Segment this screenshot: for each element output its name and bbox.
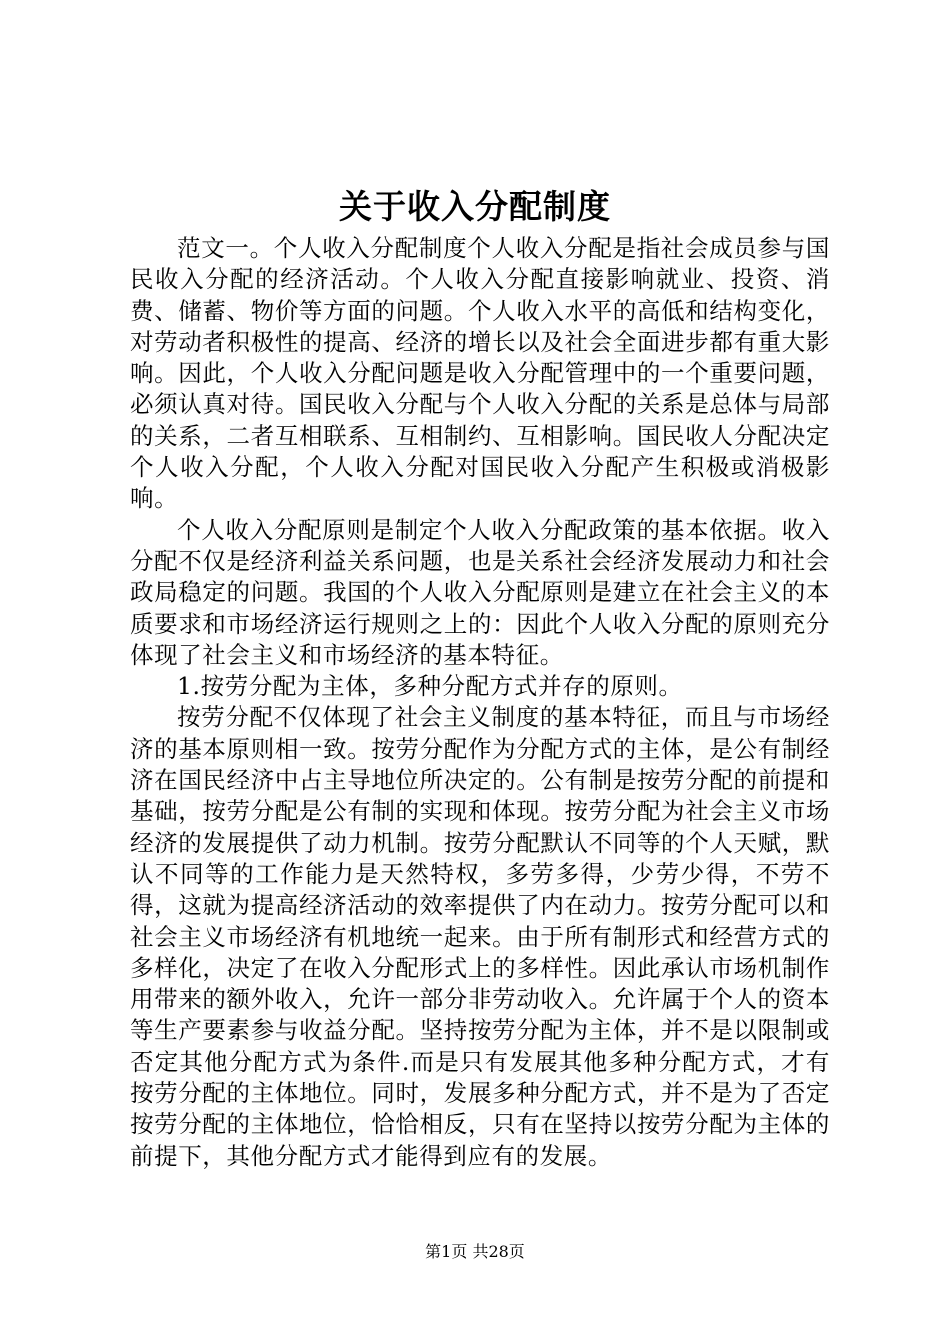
page-footer: 第1页 共28页 xyxy=(425,1242,525,1261)
paragraph-heading-1: 1.按劳分配为主体，多种分配方式并存的原则。 xyxy=(177,672,683,701)
paragraph-principles: 个人收入分配原则是制定个人收入分配政策的基本依据。收入分配不仅是经济利益关系问题，也是关系社会经济发展动力和社会政局稳定的问题。我国的个人收入分配原则是建立在社会主义的本质要求和市场经济运行规则之上的：因此个人收入分配的原则充分体现了社会主义和市场经济的基本特征。 xyxy=(130,515,830,669)
paragraph-labor-distribution: 按劳分配不仅体现了社会主义制度的基本特征，而且与市场经济的基本原则相一致。按劳分配作为分配方式的主体，是公有制经济在国民经济中占主导地位所决定的。公有制是按劳分配的前提和基础，按劳分配是公有制的实现和体现。按劳分配为社会主义市场经济的发展提供了动力机制。按劳分配默认不同等的个人天赋，默认不同等的工作能力是天然特权，多劳多得，少劳少得，不劳不得，这就为提高经济活动的效率提供了内在动力。按劳分配可以和社会主义市场经济有机地统一起来。由于所有制形式和经营方式的多样化，决定了在收入分配形式上的多样性。因此承认市场机制作用带来的额外收入，允许一部分非劳动收入。允许属于个人的资本等生产要素参与收益分配。坚持按劳分配为主体，并不是以限制或否定其他分配方式为条件.而是只有发展其他多种分配方式，才有按劳分配的主体地位。同时，发展多种分配方式，并不是为了否定按劳分配的主体地位，恰恰相反，只有在坚持以按劳分配为主体的前提下，其他分配方式才能得到应有的发展。 xyxy=(130,703,830,1170)
paragraph-intro: 范文一。个人收入分配制度个人收入分配是指社会成员参与国民收入分配的经济活动。个人收入分配直接影响就业、投资、消费、储蓄、物价等方面的问题。个人收入水平的高低和结构变化，对劳动者积极性的提高、经济的增长以及社会全面进步都有重大影响。因此，个人收入分配问题是收入分配管理中的一个重要问题，必须认真对待。国民收入分配与个人收入分配的关系是总体与局部的关系，二者互相联系、互相制约、互相影响。国民收人分配决定个人收入分配，个人收入分配对国民收入分配产生积极或消极影响。 xyxy=(130,234,830,513)
document-body xyxy=(130,233,830,1172)
page-title: 关于收入分配制度 xyxy=(339,187,611,226)
